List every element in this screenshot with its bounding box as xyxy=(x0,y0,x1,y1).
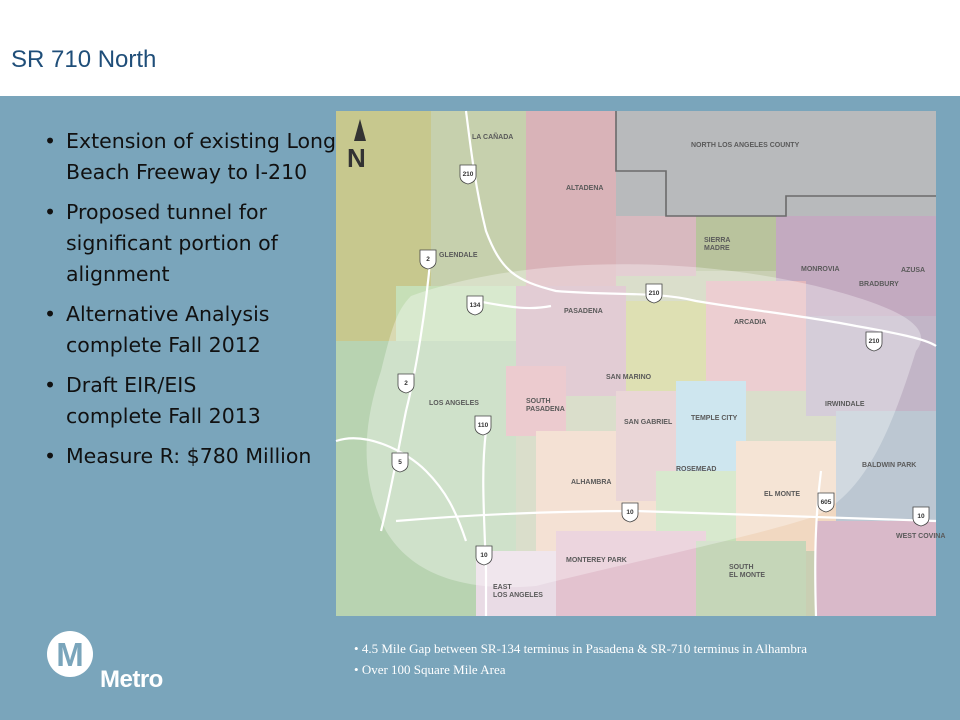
city-label-pasadena: PASADENA xyxy=(564,308,603,315)
route-shield-number: 5 xyxy=(398,459,402,466)
city-label-alhambra: ALHAMBRA xyxy=(571,479,612,486)
route-shield-icon xyxy=(475,416,491,435)
city-label-east-los-angeles: EAST LOS ANGELES xyxy=(493,584,543,599)
route-shield-icon xyxy=(392,453,408,472)
city-label-irwindale: IRWINDALE xyxy=(825,401,865,408)
study-area-map xyxy=(336,111,946,616)
route-shield-number: 134 xyxy=(469,302,481,309)
city-label-el-monte: EL MONTE xyxy=(764,491,801,498)
bullet-dot: • xyxy=(44,302,57,326)
bullet-item: • Alternative Analysis complete Fall 2012 xyxy=(40,299,340,361)
map-svg xyxy=(336,111,946,616)
route-shield-number: 210 xyxy=(648,290,660,297)
route-shield-number: 605 xyxy=(820,499,832,506)
slide-header xyxy=(0,0,960,96)
city-label-monterey-park: MONTEREY PARK xyxy=(566,557,627,564)
route-shield-icon xyxy=(398,374,414,393)
route-shield-number: 210 xyxy=(462,171,474,178)
route-shield-icon xyxy=(913,507,929,526)
city-label-arcadia: ARCADIA xyxy=(734,319,767,326)
city-label-sierra-madre: SIERRA MADRE xyxy=(704,237,731,252)
metro-logo-text: Metro xyxy=(100,666,163,693)
city-label-san-marino: SAN MARINO xyxy=(606,374,652,381)
city-label-west-covina: WEST COVINA xyxy=(896,533,946,540)
city-label-glendale: GLENDALE xyxy=(439,252,478,259)
region-altadena xyxy=(526,111,616,286)
route-shield-icon xyxy=(460,165,476,184)
city-label-south-pasadena: SOUTH PASADENA xyxy=(526,398,565,413)
bullet-item: • Proposed tunnel for significant portion of alignment xyxy=(40,197,340,290)
map-note: • Over 100 Square Mile Area xyxy=(354,662,506,677)
bullet-dot: • xyxy=(44,200,57,224)
city-label-temple-city: TEMPLE CITY xyxy=(691,415,738,422)
route-shield-number: 110 xyxy=(477,422,489,429)
city-label-bradbury: BRADBURY xyxy=(859,281,899,288)
route-shield-number: 210 xyxy=(868,338,880,345)
bullet-dot: • xyxy=(44,444,57,468)
bullet-item: • Extension of existing Long Beach Freeway to I-210 xyxy=(40,126,340,188)
metro-logo-mark xyxy=(47,631,93,677)
route-shield-icon xyxy=(467,296,483,315)
region-north-county xyxy=(616,111,936,216)
route-shield-number: 2 xyxy=(404,380,408,387)
route-shield-number: 10 xyxy=(626,509,634,516)
north-label: N xyxy=(347,143,366,173)
map-note: • 4.5 Mile Gap between SR-134 terminus in Pasadena & SR-710 terminus in Alhambra xyxy=(354,641,807,656)
bullet-item: • Measure R: $780 Million xyxy=(40,441,340,472)
city-label-rosemead: ROSEMEAD xyxy=(676,466,717,473)
route-shield-number: 10 xyxy=(480,552,488,559)
bullet-list xyxy=(40,126,340,481)
city-label-la-canada: LA CAÑADA xyxy=(472,134,514,141)
county-label: NORTH LOS ANGELES COUNTY xyxy=(691,142,800,149)
route-shield-icon xyxy=(476,546,492,565)
route-shield-icon xyxy=(866,332,882,351)
city-label-baldwin-park: BALDWIN PARK xyxy=(862,462,917,469)
route-shield-number: 2 xyxy=(426,256,430,263)
route-shield-icon xyxy=(818,493,834,512)
metro-logo-letter: M xyxy=(56,636,84,673)
city-label-altadena: ALTADENA xyxy=(566,185,604,192)
bullet-dot: • xyxy=(44,129,57,153)
route-shield-icon xyxy=(622,503,638,522)
route-shield-icon xyxy=(420,250,436,269)
bullet-item: • Draft EIR/EIS complete Fall 2013 xyxy=(40,370,340,432)
bullet-dot: • xyxy=(44,373,57,397)
city-label-south-el-monte: SOUTH EL MONTE xyxy=(729,564,766,579)
city-label-san-gabriel: SAN GABRIEL xyxy=(624,419,673,426)
city-label-azusa: AZUSA xyxy=(901,267,926,274)
map-notes xyxy=(354,638,807,680)
city-label-los-angeles: LOS ANGELES xyxy=(429,400,479,407)
city-label-monrovia: MONROVIA xyxy=(801,266,840,273)
route-shield-number: 10 xyxy=(917,513,925,520)
slide-title: SR 710 North xyxy=(11,46,157,73)
route-shield-icon xyxy=(646,284,662,303)
